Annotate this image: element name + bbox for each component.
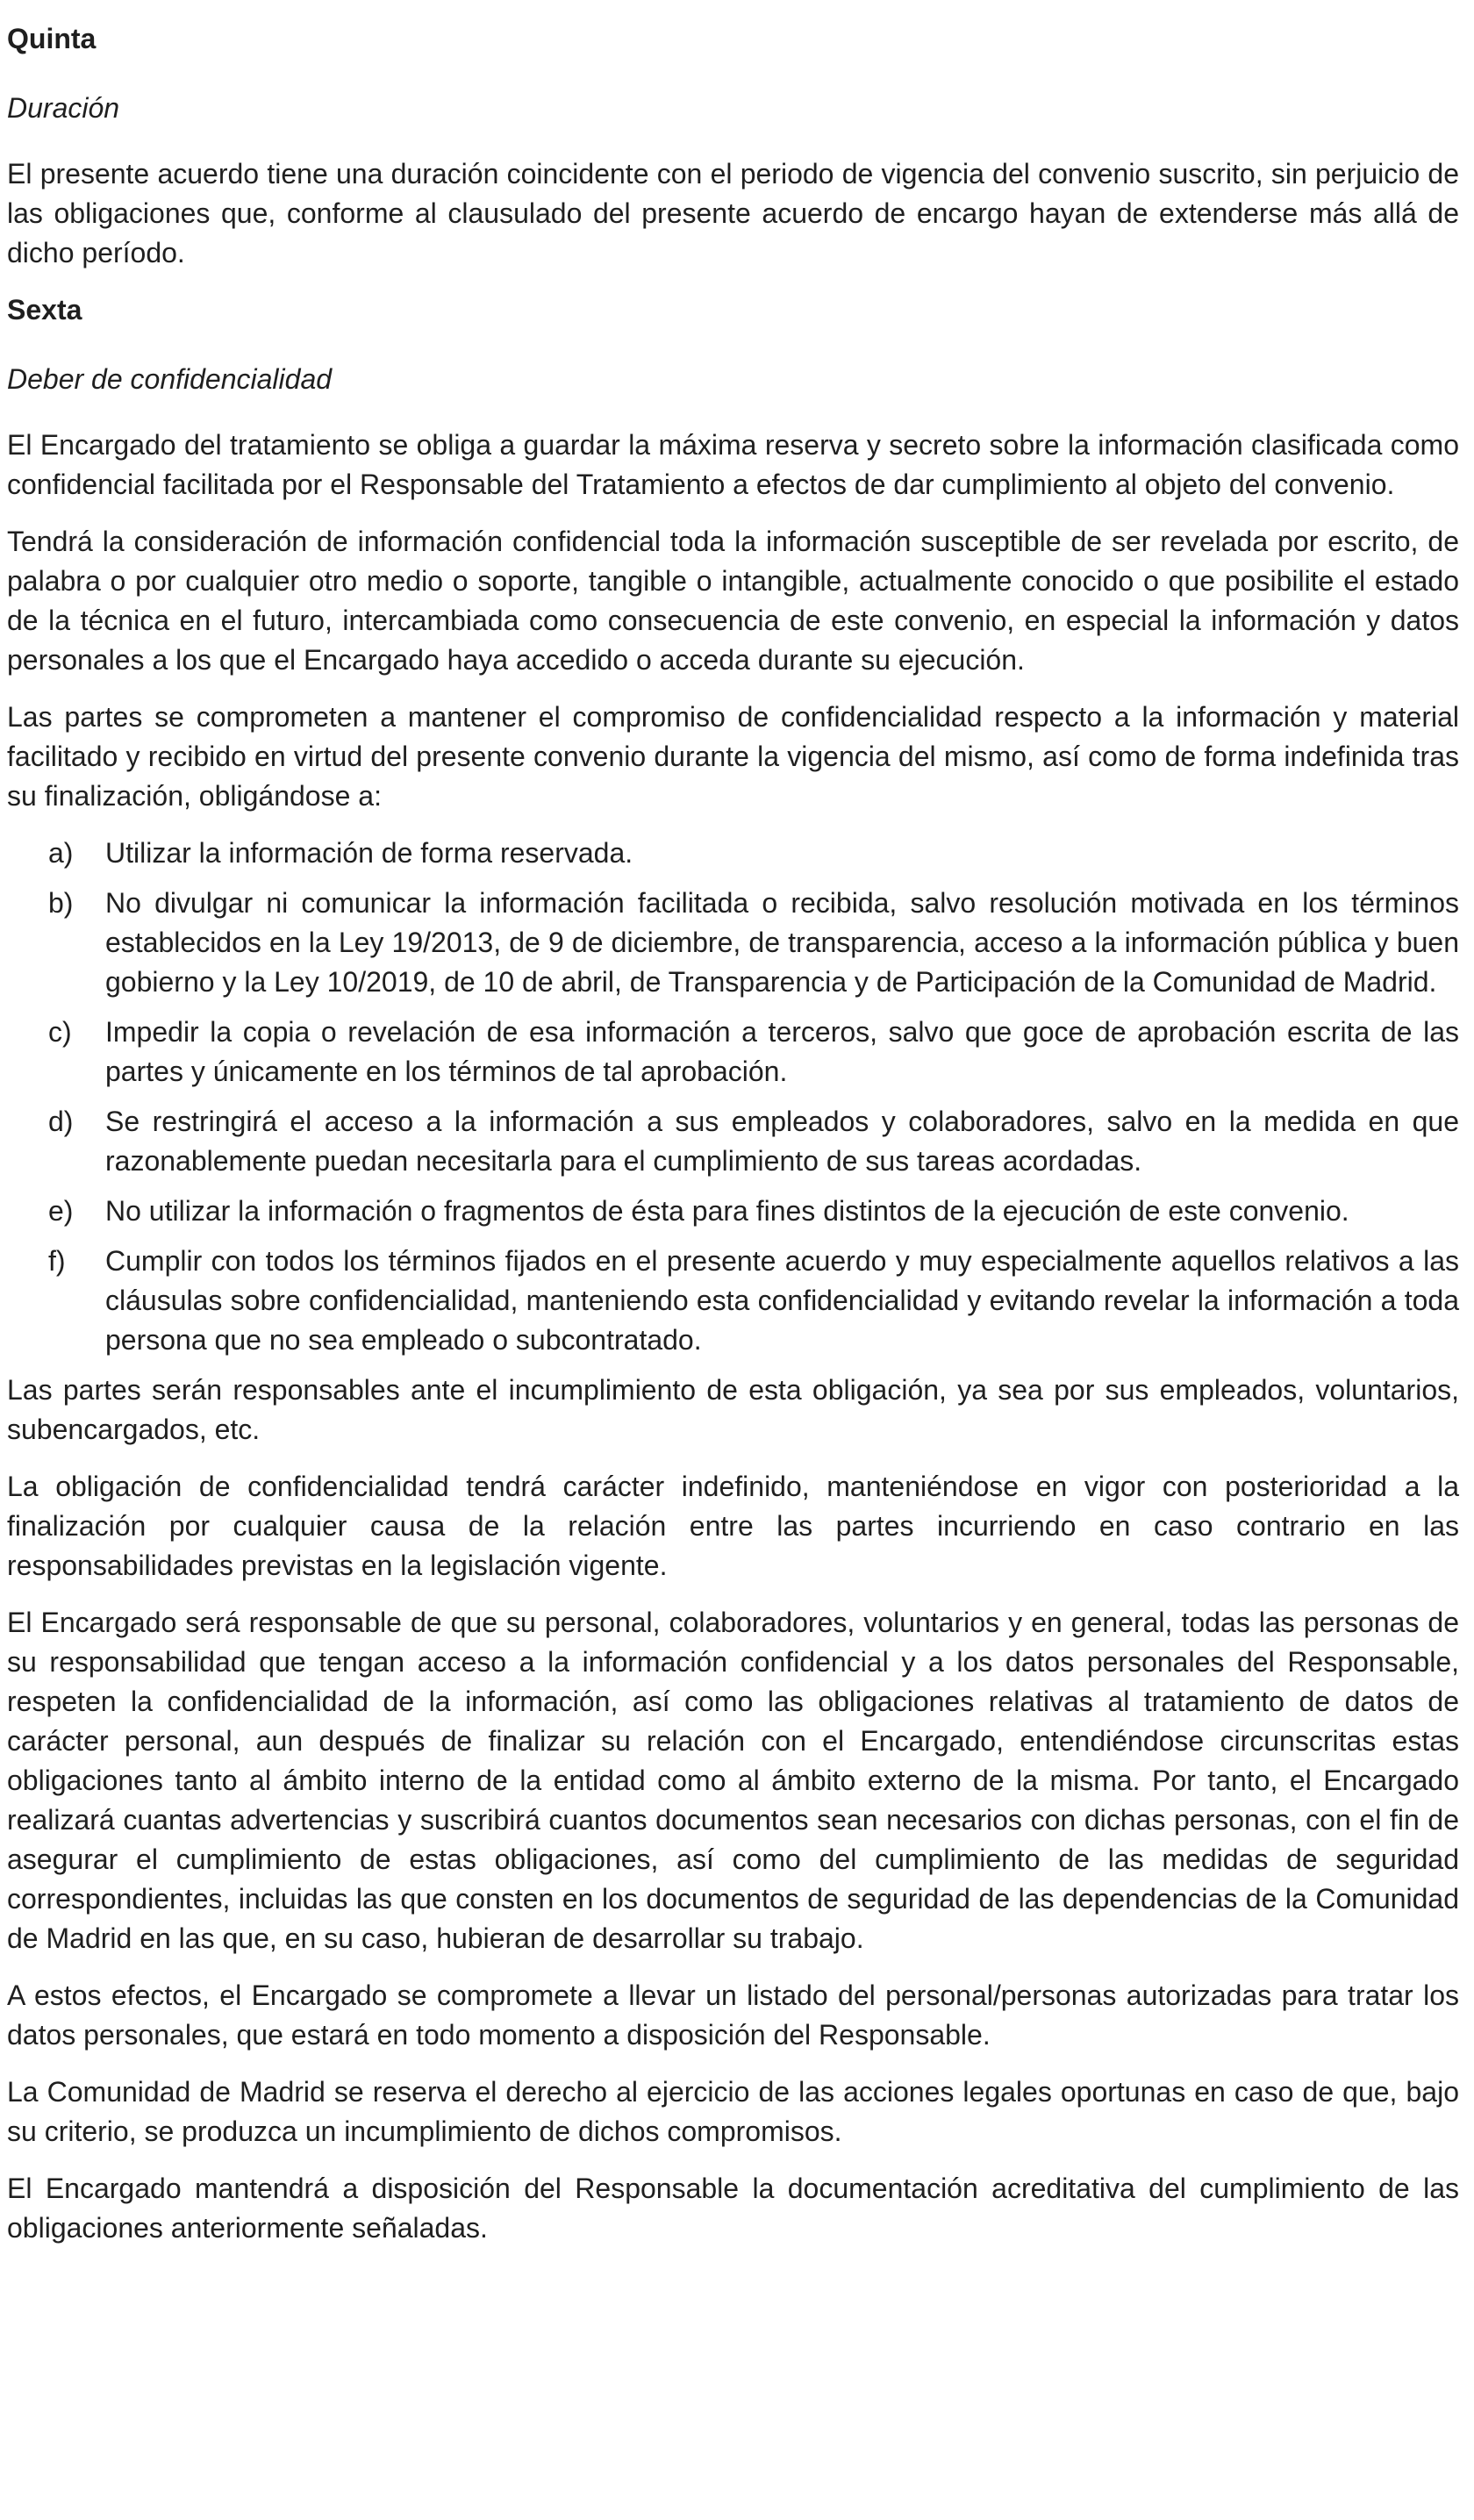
list-item-text-b: No divulgar ni comunicar la información facilitada o recibida, salvo resolución motivada en los términos establecidos en la Ley 19/2013, de 9 de diciembre, de transparencia, acceso a la información pública y buen gobierno y la Ley 10/2019, de 10 de abril, de Transparencia y de Participación de la Comunidad de Madrid. bbox=[105, 887, 1459, 998]
list-item-c bbox=[7, 1013, 1459, 1092]
paragraph-confidencialidad-1: El Encargado del tratamiento se obliga a guardar la máxima reserva y secreto sobre la información clasificada como confidencial facilitada por el Responsable del Tratamiento a efectos de dar cumplimiento al objeto del convenio. bbox=[7, 429, 1459, 500]
list-item-marker-b: b) bbox=[48, 887, 74, 919]
obligation-list bbox=[7, 834, 1459, 1360]
list-item-d bbox=[7, 1102, 1459, 1181]
list-item-text-a: Utilizar la información de forma reservada. bbox=[105, 837, 633, 869]
list-item-marker-e: e) bbox=[48, 1195, 74, 1227]
list-item-text-c: Impedir la copia o revelación de esa información a terceros, salvo que goce de aprobación escrita de las partes y únicamente en los términos de tal aprobación. bbox=[105, 1016, 1459, 1087]
paragraph-encargado-responsable: El Encargado será responsable de que su personal, colaboradores, voluntarios y en general, todas las personas de su responsabilidad que tengan acceso a la información confidencial y a los datos personales del Responsable, respeten la confidencialidad de la información, así como las obligaciones relativas al tratamiento de datos de carácter personal, aun después de finalizar su relación con el Encargado, entendiéndose circunscritas estas obligaciones tanto al ámbito interno de la entidad como al ámbito externo de la misma. Por tanto, el Encargado realizará cuantas advertencias y suscribirá cuantos documentos sean necesarios con dichas personas, con el fin de asegurar el cumplimiento de estas obligaciones, así como del cumplimiento de las medidas de seguridad correspondientes, incluidas las que consten en los documentos de seguridad de las dependencias de la Comunidad de Madrid en las que, en su caso, hubieran de desarrollar su trabajo. bbox=[7, 1607, 1459, 1954]
clause-subheading-duracion: Duración bbox=[7, 92, 120, 124]
clause-heading-sexta: Sexta bbox=[7, 294, 82, 326]
list-item-b bbox=[7, 884, 1459, 1002]
paragraph-documentacion-acreditativa: El Encargado mantendrá a disposición del Responsable la documentación acreditativa del cumplimiento de las obligaciones anteriormente señaladas. bbox=[7, 2173, 1459, 2244]
list-item-f bbox=[7, 1242, 1459, 1360]
list-item-marker-c: c) bbox=[48, 1016, 72, 1048]
list-item-marker-a: a) bbox=[48, 837, 74, 869]
paragraph-listado-personal: A estos efectos, el Encargado se compromete a llevar un listado del personal/personas autorizadas para tratar los datos personales, que estará en todo momento a disposición del Responsable. bbox=[7, 1979, 1459, 2051]
paragraph-obligacion-indefinida: La obligación de confidencialidad tendrá carácter indefinido, manteniéndose en vigor con posterioridad a la finalización por cualquier causa de la relación entre las partes incurriendo en caso contrario en las responsabilidades previstas en la legislación vigente. bbox=[7, 1471, 1459, 1581]
clause-subheading-confidencialidad: Deber de confidencialidad bbox=[7, 363, 333, 395]
clause-heading-quinta: Quinta bbox=[7, 23, 97, 54]
paragraph-duracion-1: El presente acuerdo tiene una duración coincidente con el periodo de vigencia del convenio suscrito, sin perjuicio de las obligaciones que, conforme al clausulado del presente acuerdo de encargo hayan de extenderse más allá de dicho período. bbox=[7, 158, 1459, 268]
list-item-a bbox=[7, 834, 1459, 873]
paragraph-confidencialidad-2: Tendrá la consideración de información confidencial toda la información susceptible de ser revelada por escrito, de palabra o por cualquier otro medio o soporte, tangible o intangible, actualmente conocido o que posibilite el estado de la técnica en el futuro, intercambiada como consecuencia de este convenio, en especial la información y datos personales a los que el Encargado haya accedido o acceda durante su ejecución. bbox=[7, 526, 1459, 676]
paragraph-confidencialidad-3: Las partes se comprometen a mantener el compromiso de confidencialidad respecto a la información y material facilitado y recibido en virtud del presente convenio durante la vigencia del mismo, así como de forma indefinida tras su finalización, obligándose a: bbox=[7, 701, 1459, 812]
paragraph-responsables: Las partes serán responsables ante el incumplimiento de esta obligación, ya sea por sus empleados, voluntarios, subencargados, etc. bbox=[7, 1374, 1459, 1445]
list-item-marker-f: f) bbox=[48, 1245, 66, 1277]
list-item-text-d: Se restringirá el acceso a la información a sus empleados y colaboradores, salvo en la medida en que razonablemente puedan necesitarla para el cumplimiento de sus tareas acordadas. bbox=[105, 1106, 1459, 1177]
list-item-text-f: Cumplir con todos los términos fijados en el presente acuerdo y muy especialmente aquellos relativos a las cláusulas sobre confidencialidad, manteniendo esta confidencialidad y evitando revelar la información a toda persona que no sea empleado o subcontratado. bbox=[105, 1245, 1459, 1356]
paragraph-acciones-legales: La Comunidad de Madrid se reserva el derecho al ejercicio de las acciones legales oportunas en caso de que, bajo su criterio, se produzca un incumplimiento de dichos compromisos. bbox=[7, 2076, 1459, 2147]
list-item-text-e: No utilizar la información o fragmentos de ésta para fines distintos de la ejecución de este convenio. bbox=[105, 1195, 1349, 1227]
list-item-marker-d: d) bbox=[48, 1106, 74, 1137]
list-item-e bbox=[7, 1192, 1459, 1231]
